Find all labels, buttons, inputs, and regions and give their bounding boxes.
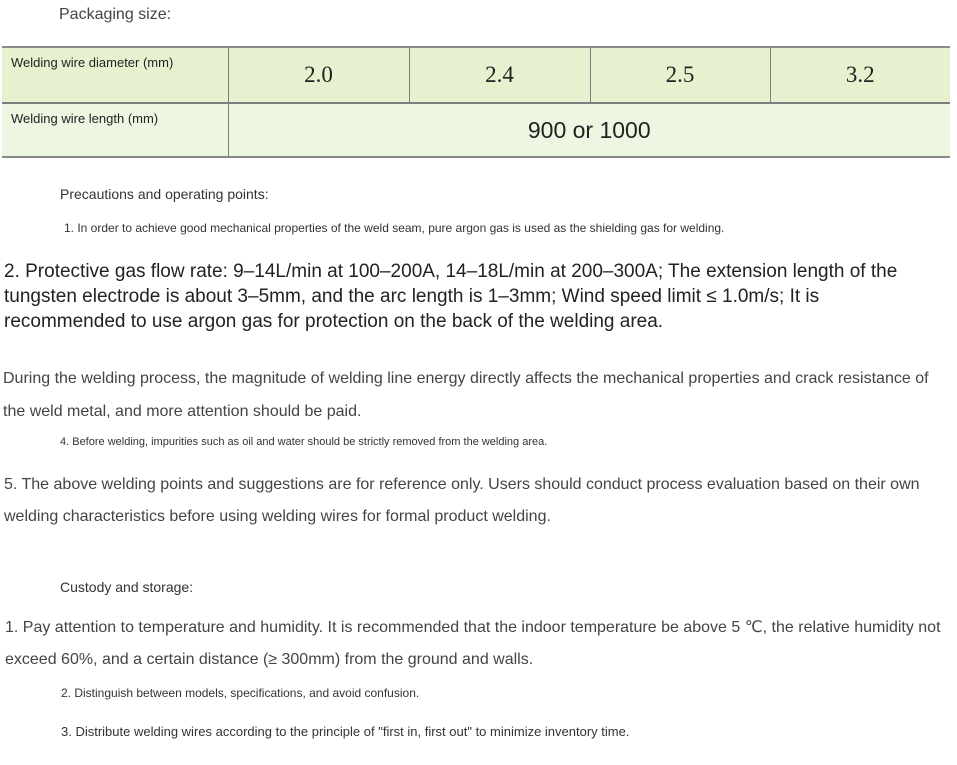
diameter-value-cell: 2.0 (228, 47, 409, 103)
table-row-diameter (2, 47, 950, 103)
diameter-value-cell: 3.2 (770, 47, 950, 103)
packaging-size-table (2, 46, 950, 158)
length-label: Welding wire length (mm) (2, 103, 228, 157)
packaging-size-heading: Packaging size: (59, 6, 172, 23)
precaution-item-3: During the welding process, the magnitude of welding line energy directly affects the mechanical properties and crack resistance of the weld metal, and more attention should be paid. (3, 370, 929, 420)
custody-item-2: 2. Distinguish between models, specifications, and avoid confusion. (61, 686, 420, 700)
custody-item-1: 1. Pay attention to temperature and humidity. It is recommended that the indoor temperature be above 5 ℃, the relative humidity not exceed 60%, and a certain distance (≥ 300mm) from the ground and walls. (5, 619, 941, 668)
diameter-value-cell: 2.5 (590, 47, 770, 103)
length-value-cell: 900 or 1000 (228, 103, 950, 157)
precaution-item-5: 5. The above welding points and suggestions are for reference only. Users should conduct process evaluation based on their own welding characteristics before using welding wires for formal product welding. (4, 476, 920, 525)
precaution-item-2: 2. Protective gas flow rate: 9–14L/min at 100–200A, 14–18L/min at 200–300A; The extension length of the tungsten electrode is about 3–5mm, and the arc length is 1–3mm; Wind speed limit ≤ 1.0m/s; It is recommended to use argon gas for protection on the back of the welding area. (4, 261, 898, 332)
precaution-item-4: 4. Before welding, impurities such as oil and water should be strictly removed from the welding area. (60, 436, 548, 448)
diameter-value-cell: 2.4 (409, 47, 590, 103)
diameter-label: Welding wire diameter (mm) (2, 47, 228, 103)
table-row-length (2, 103, 950, 157)
custody-item-3: 3. Distribute welding wires according to the principle of "first in, first out" to minimize inventory time. (61, 724, 630, 739)
precaution-item-1: 1. In order to achieve good mechanical properties of the weld seam, pure argon gas is used as the shielding gas for welding. (64, 221, 725, 235)
custody-heading: Custody and storage: (60, 579, 194, 595)
precautions-heading: Precautions and operating points: (60, 186, 269, 202)
